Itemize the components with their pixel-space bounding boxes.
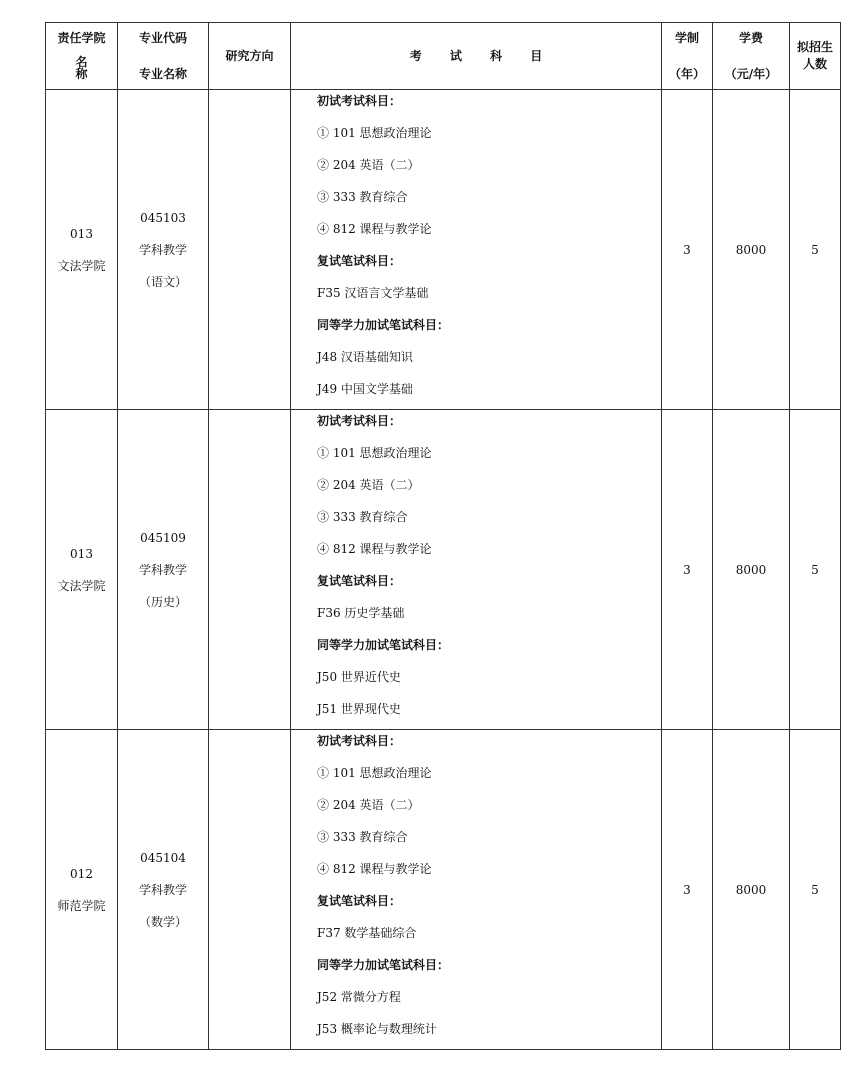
header-major-name: 专业名称 <box>138 67 187 81</box>
major-cell <box>118 730 209 1050</box>
college-code: 013 <box>70 226 93 241</box>
direction-cell <box>209 410 291 730</box>
major-name: 学科教学 <box>138 562 187 577</box>
table-row <box>46 90 841 410</box>
subject-item: J53 概率论与数理统计 <box>317 1022 437 1036</box>
tuition-cell: 8000 <box>713 730 790 1050</box>
header-duration-line2: （年） <box>668 67 705 81</box>
subjects-cell <box>291 90 662 410</box>
header-duration <box>662 23 713 90</box>
college-cell <box>46 410 118 730</box>
subject-item: ① 101 思想政治理论 <box>317 126 432 140</box>
subject-heading-retest: 复试笔试科目： <box>317 574 402 588</box>
quota-cell: 5 <box>790 410 841 730</box>
header-tuition <box>713 23 790 90</box>
major-code: 045104 <box>140 850 186 865</box>
table-row <box>46 410 841 730</box>
subject-item: ③ 333 教育综合 <box>317 510 408 524</box>
major-subfield: （数学） <box>138 914 187 929</box>
subject-heading-initial: 初试考试科目： <box>317 414 402 428</box>
tuition-cell: 8000 <box>713 410 790 730</box>
college-name: 师范学院 <box>57 898 106 913</box>
subject-heading-equivalent: 同等学力加试笔试科目： <box>317 638 450 652</box>
subject-item: ① 101 思想政治理论 <box>317 766 432 780</box>
duration-cell: 3 <box>662 730 713 1050</box>
duration-cell: 3 <box>662 410 713 730</box>
subjects-cell <box>291 730 662 1050</box>
quota-cell: 5 <box>790 730 841 1050</box>
header-major <box>118 23 209 90</box>
subject-item: F36 历史学基础 <box>317 606 405 620</box>
subject-item: ① 101 思想政治理论 <box>317 446 432 460</box>
major-cell <box>118 410 209 730</box>
major-cell <box>118 90 209 410</box>
subject-item: J52 常微分方程 <box>317 990 401 1004</box>
subject-item: ④ 812 课程与教学论 <box>317 222 432 236</box>
major-code: 045109 <box>140 530 186 545</box>
header-college-name-a: 名 <box>75 55 88 69</box>
subject-item: J51 世界现代史 <box>317 702 401 716</box>
table-row <box>46 730 841 1050</box>
major-code: 045103 <box>140 210 186 225</box>
header-major-code: 专业代码 <box>138 31 187 45</box>
college-cell <box>46 730 118 1050</box>
direction-cell <box>209 730 291 1050</box>
header-college-name-b: 称 <box>75 67 88 81</box>
subject-heading-retest: 复试笔试科目： <box>317 254 402 268</box>
duration-cell: 3 <box>662 90 713 410</box>
header-subjects <box>291 23 662 90</box>
subject-heading-initial: 初试考试科目： <box>317 94 402 108</box>
header-duration-line1: 学制 <box>674 31 699 45</box>
header-quota <box>790 23 841 90</box>
college-name: 文法学院 <box>57 578 106 593</box>
subject-item: J48 汉语基础知识 <box>317 350 413 364</box>
header-tuition-line1: 学费 <box>738 31 763 45</box>
header-quota-line1: 拟招生 <box>796 40 833 54</box>
subjects-cell <box>291 410 662 730</box>
direction-cell <box>209 90 291 410</box>
subject-item: ② 204 英语（二） <box>317 478 420 492</box>
subject-item: ② 204 英语（二） <box>317 798 420 812</box>
subject-item: F37 数学基础综合 <box>317 926 417 940</box>
header-direction: 研究方向 <box>209 23 291 90</box>
subject-item: ④ 812 课程与教学论 <box>317 542 432 556</box>
major-name: 学科教学 <box>138 882 187 897</box>
subject-item: J50 世界近代史 <box>317 670 401 684</box>
subject-heading-initial: 初试考试科目： <box>317 734 402 748</box>
subject-heading-retest: 复试笔试科目： <box>317 894 402 908</box>
major-subfield: （语文） <box>138 274 187 289</box>
subject-heading-equivalent: 同等学力加试笔试科目： <box>317 958 450 972</box>
college-name: 文法学院 <box>57 258 106 273</box>
quota-cell: 5 <box>790 90 841 410</box>
header-college <box>46 23 118 90</box>
subject-item: ③ 333 教育综合 <box>317 190 408 204</box>
subject-heading-equivalent: 同等学力加试笔试科目： <box>317 318 450 332</box>
tuition-cell: 8000 <box>713 90 790 410</box>
enrollment-table <box>45 22 841 1050</box>
subject-item: ④ 812 课程与教学论 <box>317 862 432 876</box>
header-row <box>46 23 841 90</box>
college-code: 013 <box>70 546 93 561</box>
header-college-line1: 责任学院 <box>57 31 106 45</box>
header-subjects-label: 考 试 科 目 <box>409 49 555 63</box>
college-cell <box>46 90 118 410</box>
subject-item: ③ 333 教育综合 <box>317 830 408 844</box>
header-quota-line2: 人数 <box>802 57 827 71</box>
major-subfield: （历史） <box>138 594 187 609</box>
subject-item: F35 汉语言文学基础 <box>317 286 429 300</box>
subject-item: J49 中国文学基础 <box>317 382 413 396</box>
major-name: 学科教学 <box>138 242 187 257</box>
header-tuition-line2: （元/年） <box>724 67 778 81</box>
college-code: 012 <box>70 866 93 881</box>
subject-item: ② 204 英语（二） <box>317 158 420 172</box>
